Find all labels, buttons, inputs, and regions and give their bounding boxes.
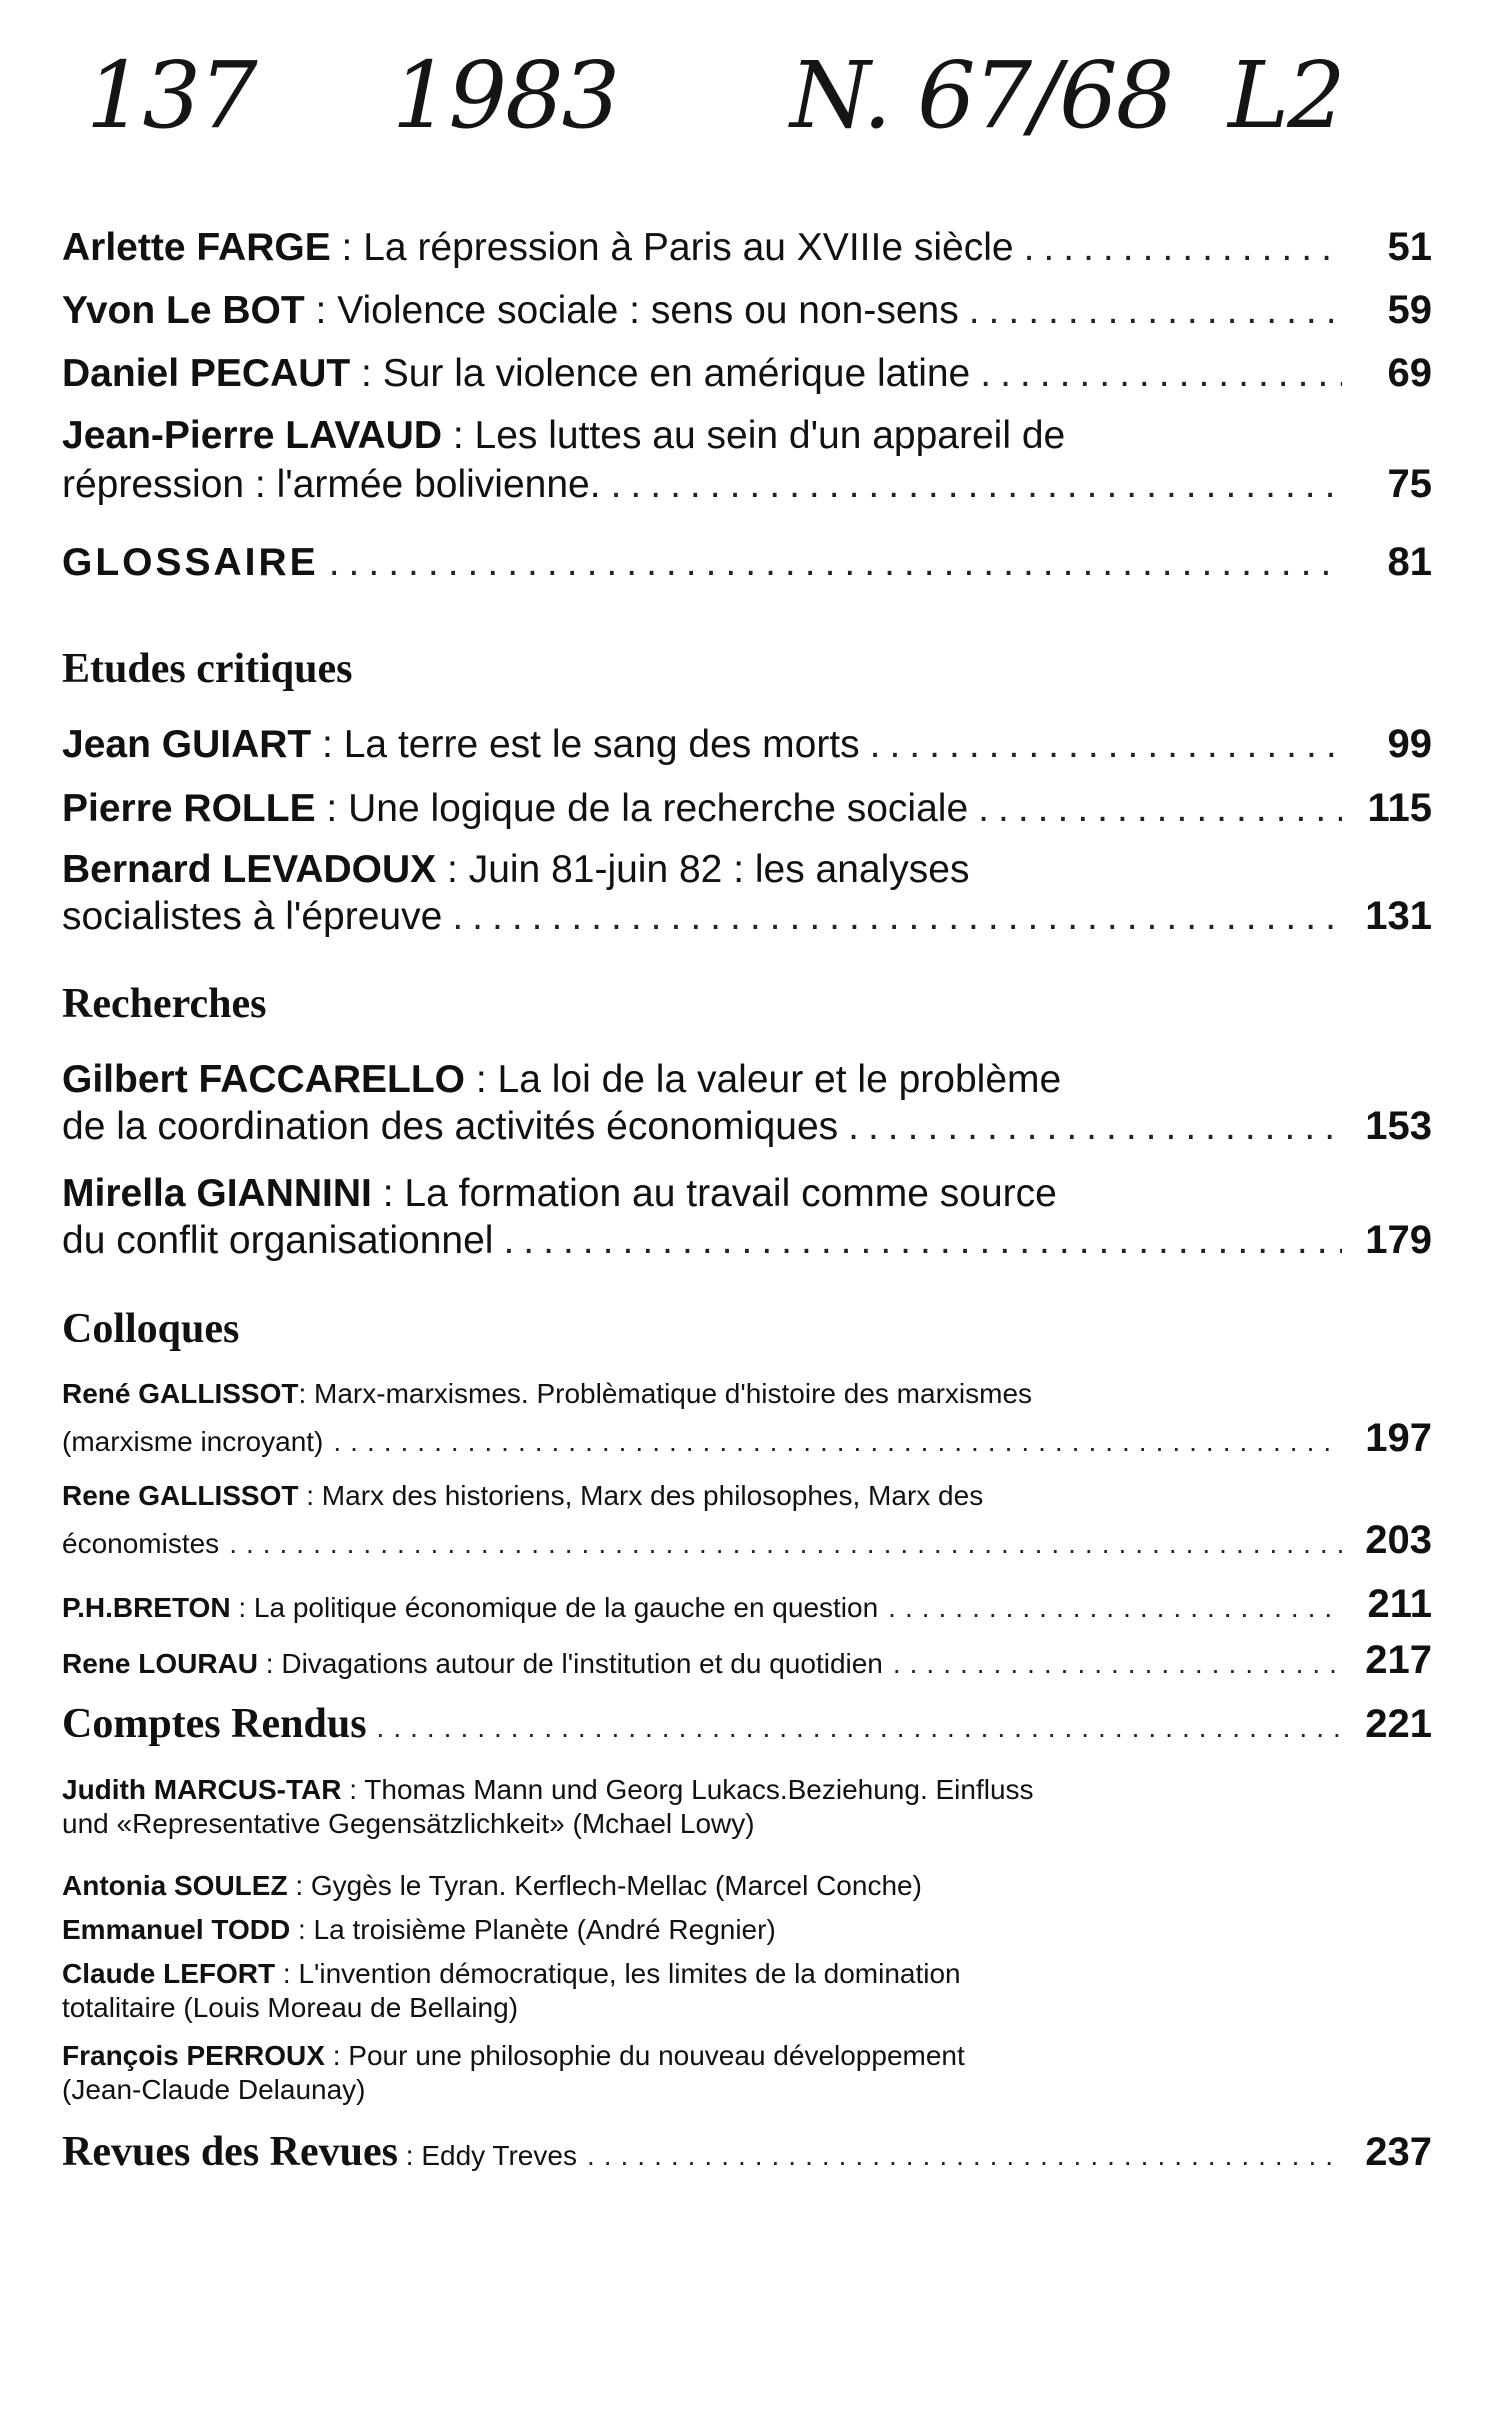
review-entry[interactable]: Emmanuel TODD : La troisième Planète (André Regnier) bbox=[62, 1914, 776, 1945]
toc-entry-glossaire[interactable]: GLOSSAIRE ..... 81 bbox=[62, 540, 1432, 585]
handwritten-mark: L2 bbox=[1228, 42, 1344, 149]
page-number: 211 bbox=[1367, 1582, 1432, 1626]
page-number: 217 bbox=[1365, 1638, 1432, 1682]
toc-entry[interactable]: Pierre ROLLE : Une logique de la recherche sociale ..... 115 bbox=[62, 786, 1432, 831]
page-number: 115 bbox=[1367, 786, 1432, 830]
page-number: 99 bbox=[1387, 722, 1432, 766]
toc-entry[interactable]: Yvon Le BOT : Violence sociale : sens ou non-sens ..... 59 bbox=[62, 288, 1432, 333]
page-number: 203 bbox=[1365, 1518, 1432, 1562]
section-heading-recherches: Recherches bbox=[62, 981, 267, 1027]
toc-entry[interactable]: Mirella GIANNINI : La formation au travail comme source du conflit organisationnel ..... 179 bbox=[62, 1172, 1432, 1263]
toc-entry-revues[interactable]: Revues des Revues : Eddy Treves ..... 237 bbox=[62, 2128, 1432, 2176]
page-number: 237 bbox=[1365, 2130, 1432, 2174]
page-number: 197 bbox=[1365, 1416, 1432, 1460]
page-number: 59 bbox=[1387, 288, 1432, 332]
handwritten-year: 1983 bbox=[392, 42, 619, 149]
toc-entry[interactable]: Arlette FARGE : La répression à Paris au XVIIIe siècle ..... 51 bbox=[62, 225, 1432, 270]
toc-entry[interactable]: Jean GUIART : La terre est le sang des morts ..... 99 bbox=[62, 722, 1432, 767]
section-heading-etudes: Etudes critiques bbox=[62, 646, 353, 692]
page-number: 179 bbox=[1365, 1218, 1432, 1262]
page-number: 153 bbox=[1365, 1104, 1432, 1148]
section-heading-comptes-rendus: Comptes Rendus bbox=[62, 1701, 367, 1747]
review-entry[interactable]: Judith MARCUS-TAR : Thomas Mann und Georg Lukacs.Beziehung. Einfluss und «Representative Gegensätzlichkeit» (Mchael Lowy) bbox=[62, 1774, 1034, 1839]
handwritten-issue: N. 67/68 bbox=[790, 42, 1173, 149]
section-heading-revues: Revues des Revues bbox=[62, 2129, 398, 2175]
page-number: 51 bbox=[1387, 225, 1432, 269]
toc-entry[interactable]: Bernard LEVADOUX : Juin 81-juin 82 : les analyses socialistes à l'épreuve ..... 131 bbox=[62, 848, 1432, 939]
toc-entry[interactable]: Daniel PECAUT : Sur la violence en amérique latine ..... 69 bbox=[62, 351, 1432, 396]
page-number: 131 bbox=[1365, 894, 1432, 938]
page-number: 69 bbox=[1387, 351, 1432, 395]
toc-entry[interactable]: René GALLISSOT: Marx-marxismes. Problèmatique d'histoire des marxismes (marxisme incroyant) ..... 197 bbox=[62, 1378, 1432, 1461]
toc-entry[interactable]: Jean-Pierre LAVAUD : Les luttes au sein d'un appareil de répression : l'armée bolivienne. ..... 75 bbox=[62, 414, 1432, 507]
toc-entry[interactable]: Rene GALLISSOT : Marx des historiens, Marx des philosophes, Marx des économistes ..... 203 bbox=[62, 1480, 1432, 1563]
page-number: 221 bbox=[1365, 1702, 1432, 1746]
page-number: 81 bbox=[1387, 540, 1432, 584]
toc-entry[interactable]: Rene LOURAU : Divagations autour de l'institution et du quotidien ..... 217 bbox=[62, 1638, 1432, 1683]
page-number: 75 bbox=[1387, 462, 1432, 506]
review-entry[interactable]: Claude LEFORT : L'invention démocratique, les limites de la domination totalitaire (Louis Moreau de Bellaing) bbox=[62, 1958, 961, 2023]
toc-entry-comptes-rendus[interactable] bbox=[62, 1700, 1432, 1748]
handwritten-ref: 137 bbox=[86, 42, 256, 149]
section-heading-colloques: Colloques bbox=[62, 1306, 240, 1352]
toc-entry[interactable]: P.H.BRETON : La politique économique de la gauche en question ..... 211 bbox=[62, 1582, 1432, 1627]
review-entry[interactable]: Antonia SOULEZ : Gygès le Tyran. Kerflech-Mellac (Marcel Conche) bbox=[62, 1870, 922, 1901]
review-entry[interactable]: François PERROUX : Pour une philosophie du nouveau développement (Jean-Claude Delaunay) bbox=[62, 2040, 965, 2105]
toc-entry[interactable]: Gilbert FACCARELLO : La loi de la valeur et le problème de la coordination des activités économiques ..... 153 bbox=[62, 1058, 1432, 1149]
